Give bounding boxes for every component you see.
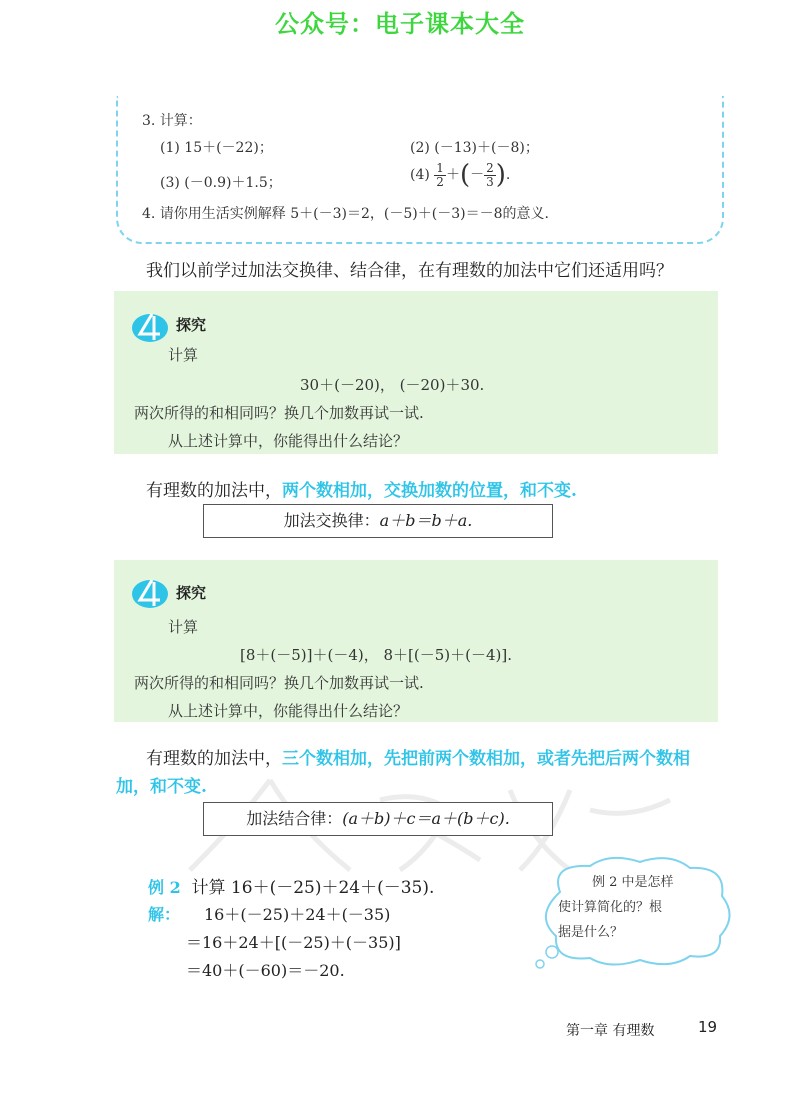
page-number: 19	[698, 1018, 718, 1036]
exercise-4: 4. 请你用生活实例解释 5＋(－3)＝2，(－5)＋(－3)＝－8的意义.	[142, 206, 549, 222]
plus-sign: ＋	[445, 167, 460, 183]
exercise-3-3: (3) (－0.9)＋1.5；	[160, 175, 282, 191]
commutative-highlight: 两个数相加，交换加数的位置，和不变.	[282, 481, 577, 501]
associative-law-box	[203, 802, 553, 836]
explore-icon	[130, 306, 170, 346]
example-label: 例 2	[148, 878, 181, 897]
solution-label: 解：	[148, 905, 181, 924]
explore-1-line-3: 两次所得的和相同吗？换几个加数再试一试.	[134, 404, 424, 422]
fraction-one-half: $\frac{1}{2}$	[436, 160, 444, 189]
exercise-3-label: 3. 计算：	[142, 113, 202, 129]
solution-step-3: ＝40＋(－60)＝－20.	[186, 961, 345, 980]
intro-question: 我们以前学过加法交换律、结合律，在有理数的加法中它们还适用吗？	[146, 261, 673, 281]
associative-highlight-2: 加，和不变.	[116, 777, 207, 797]
minus-sign: －	[470, 167, 485, 183]
explore-2-line-1: 计算	[168, 618, 199, 636]
explore-2-line-3: 两次所得的和相同吗？换几个加数再试一试.	[134, 674, 424, 692]
fraction-two-thirds: $\frac{2}{3}$	[486, 160, 494, 189]
exercise-3-4: (4) $\frac{1}{2}$ ＋(－ $\frac{2}{3}$ ).	[410, 160, 511, 190]
associative-highlight-1: 三个数相加，先把前两个数相加，或者先把后两个数相	[282, 749, 690, 769]
explore-1-line-4: 从上述计算中，你能得出什么结论？	[168, 432, 409, 450]
thought-cloud-line-3: 据是什么？	[558, 925, 624, 940]
commutative-statement	[146, 476, 577, 501]
commutative-law-formula: a＋b＝b＋a.	[379, 511, 473, 530]
commutative-law-label: 加法交换律：	[283, 511, 380, 530]
exercise-3-4-prefix: (4)	[410, 167, 430, 183]
thought-cloud-line-1: 例 2 中是怎样	[592, 875, 674, 890]
solution-step-1: 16＋(－25)＋24＋(－35)	[204, 905, 391, 924]
associative-law-label: 加法结合律：	[246, 809, 343, 828]
explore-icon	[130, 572, 170, 612]
associative-statement-line-1	[146, 744, 690, 769]
explore-title: 探究	[176, 584, 207, 602]
example-2-problem	[148, 873, 434, 898]
explore-title: 探究	[176, 316, 207, 334]
commutative-lead: 有理数的加法中，	[146, 481, 282, 501]
explore-2-line-4: 从上述计算中，你能得出什么结论？	[168, 702, 409, 720]
thought-cloud-line-2: 使计算简化的？根	[558, 900, 663, 915]
thought-cloud-text	[558, 870, 674, 945]
explore-1-line-1: 计算	[168, 346, 199, 364]
exercise-3-2: (2) (－13)＋(－8)；	[410, 140, 539, 156]
exercise-3-1: (1) 15＋(－22)；	[160, 140, 273, 156]
solution-step-2: ＝16＋24＋[(－25)＋(－35)]	[186, 933, 401, 952]
associative-lead: 有理数的加法中，	[146, 749, 282, 769]
example-problem-text: 计算 16＋(－25)＋24＋(－35).	[191, 878, 435, 898]
explore-2-formula: [8＋(－5)]＋(－4)， 8＋[(－5)＋(－4)].	[240, 646, 513, 664]
commutative-law-box	[203, 504, 553, 538]
watermark-text: 公众号：电子课本大全	[275, 10, 525, 38]
explore-1-formula: 30＋(－20)， (－20)＋30.	[300, 376, 485, 394]
associative-law-formula: (a＋b)＋c＝a＋(b＋c).	[342, 809, 510, 828]
footer-chapter: 第一章 有理数	[566, 1023, 655, 1039]
